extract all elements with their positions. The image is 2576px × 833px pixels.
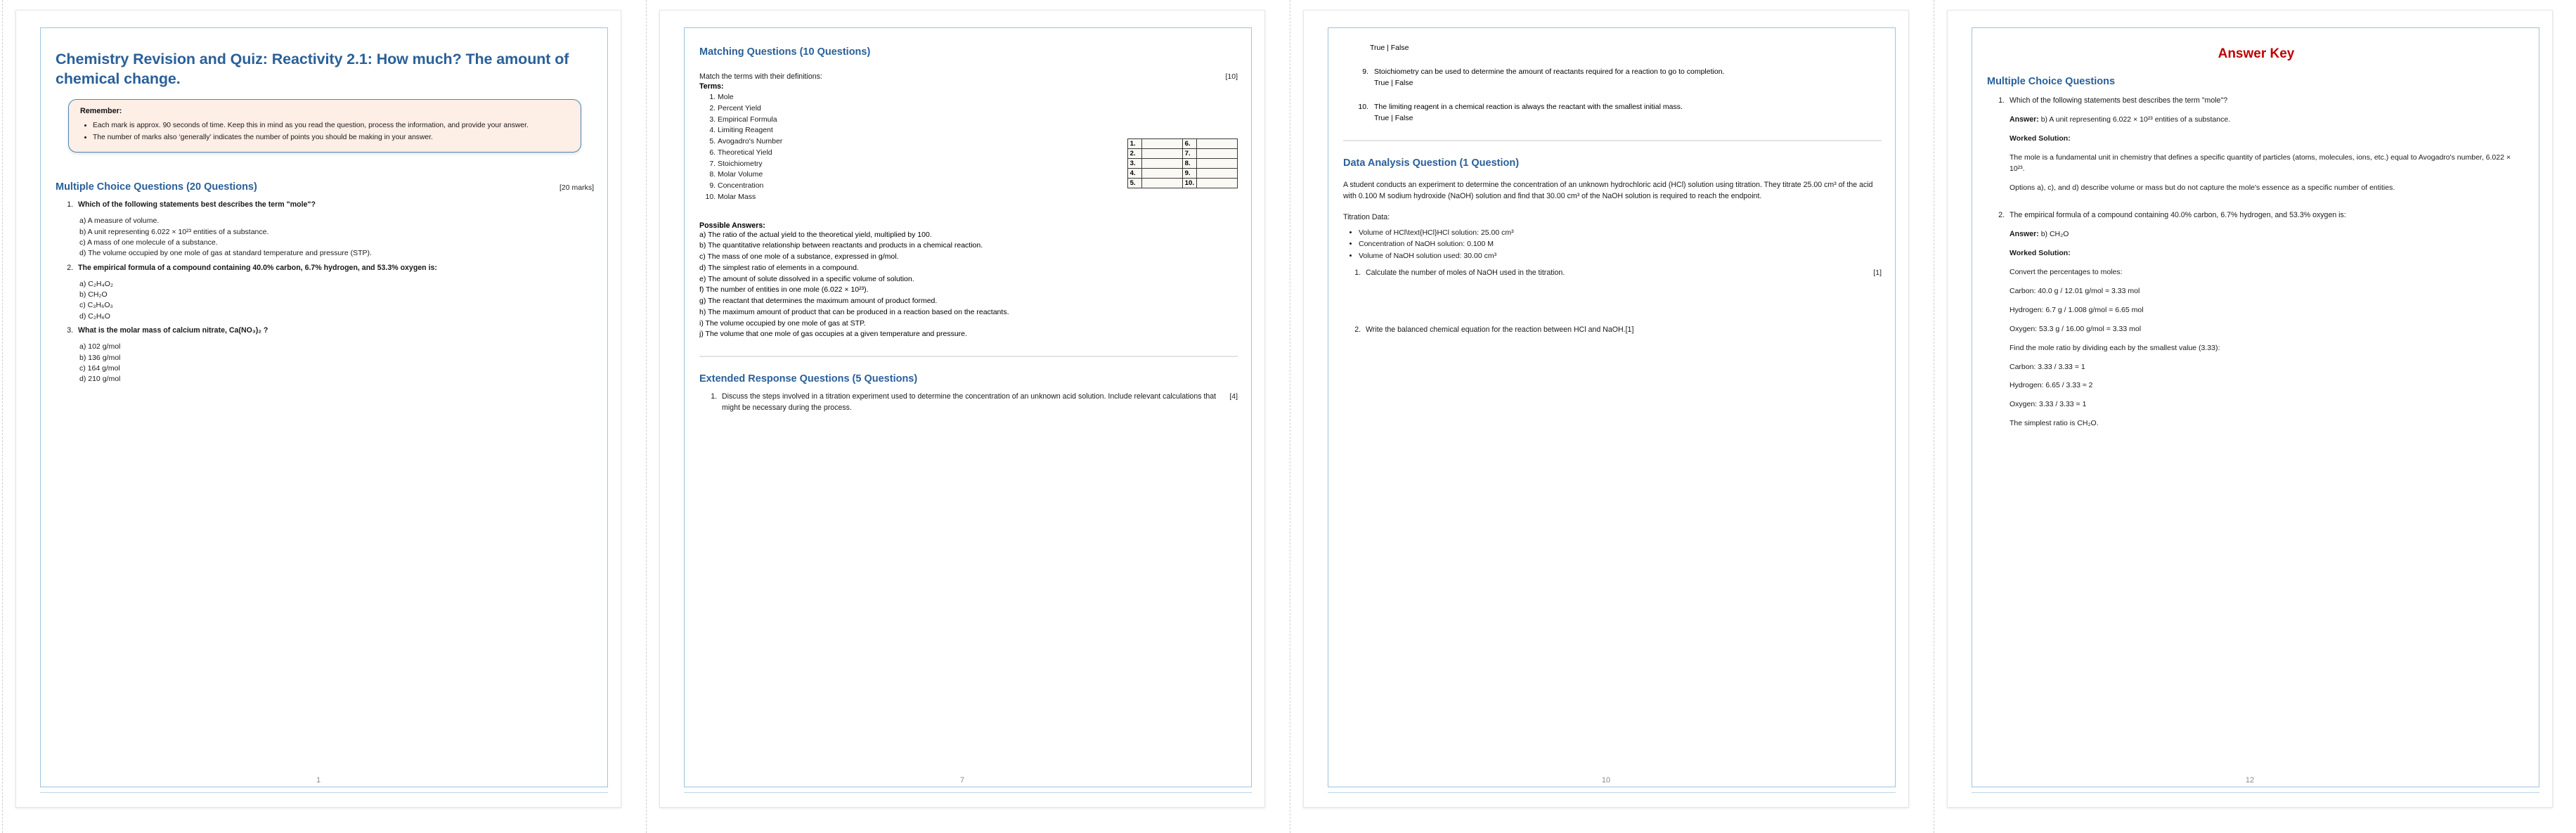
choice-option[interactable]: d) C₂H₆O <box>79 311 110 321</box>
extended-response-list <box>699 391 1238 413</box>
page-slot-3 <box>1288 0 1931 833</box>
answer-line <box>2009 228 2525 240</box>
grid-label: 5. <box>1127 178 1141 188</box>
question-text: 1. Discuss the steps involved in a titration experiment used to determine the concentration of an unknown acid solution. Include relevant calculations that might be necessary during the process. <box>722 392 1217 413</box>
grid-answer-cell[interactable] <box>1197 138 1238 148</box>
question-number: 10. <box>1358 102 1368 111</box>
choice-option[interactable]: d) The volume occupied by one mole of gas at standard temperature and pressure (STP). <box>79 249 372 258</box>
choice-group <box>79 279 594 322</box>
mcq-question-list <box>56 199 594 385</box>
grid-answer-cell[interactable] <box>1197 168 1238 178</box>
page-footer-rule <box>1328 792 1896 793</box>
callout-title: Remember: <box>80 106 122 115</box>
grid-label: 6. <box>1182 138 1196 148</box>
worked-solution-line: Find the mole ratio by dividing each by the smallest value (3.33): <box>2009 343 2220 352</box>
question-stem: What is the molar mass of calcium nitrate, Ca(NO₃)₂ ? <box>78 326 268 335</box>
answer-option: c) The mass of one mole of a substance, expressed in g/mol. <box>699 252 899 261</box>
choice-option[interactable]: d) 210 g/mol <box>79 375 121 384</box>
choice-option[interactable]: c) C₃H₆O₃ <box>79 301 113 310</box>
list-item <box>1363 267 1882 279</box>
answer-option: b) The quantitative relationship between reactants and products in a chemical reaction. <box>699 241 983 250</box>
worked-solution-line: The simplest ratio is CH₂O. <box>2009 419 2099 428</box>
grid-label: 1. <box>1127 138 1141 148</box>
list-item: 8. Molar Volume <box>718 169 1238 181</box>
choice-group <box>79 342 594 385</box>
answer-key-stem: 2. The empirical formula of a compound containing 40.0% carbon, 6.7% hydrogen, and 53.3% oxygen is: <box>2009 210 2346 219</box>
answer-option: f) The number of entities in one mole (6.022 × 10²³). <box>699 285 869 295</box>
question-text: 1. Calculate the number of moles of NaOH used in the titration. <box>1366 268 1565 277</box>
worked-solution-line: The mole is a fundamental unit in chemistry that defines a specific quantity of particles (atoms, molecules, ions, etc.) equal to Avogadro's number, 6.022 × 10²³. <box>2009 153 2511 173</box>
choice-option[interactable]: b) A unit representing 6.022 × 10²³ entities of a substance. <box>79 227 269 236</box>
matching-instruction: Match the terms with their definitions: <box>699 72 822 82</box>
worked-solution-line: Convert the percentages to moles: <box>2009 267 2123 276</box>
answer-option: e) The amount of solute dissolved in a specific volume of solution. <box>699 274 914 283</box>
choice-option[interactable]: b) CH₂O <box>79 290 108 299</box>
list-item <box>75 325 594 385</box>
data-analysis-intro: A student conducts an experiment to determine the concentration of an unknown hydrochloric acid (HCl) solution using titration. They titrate 25.00 cm³ of the acid with 0.100 M sodium hydroxide (NaOH) solution and find that 30.00 cm³ of the NaOH solution is required to reach the endpoint. <box>1343 180 1873 200</box>
mcq-marks: [20 marks] <box>559 183 594 193</box>
page-slot-4 <box>1931 0 2575 833</box>
true-false-option-orphan[interactable]: True | False <box>1370 44 1409 52</box>
page-break-guide <box>646 0 647 833</box>
data-question-row <box>1366 267 1882 279</box>
true-false-item <box>1350 67 1882 89</box>
answer-key-section-heading: Multiple Choice Questions <box>1987 75 2116 87</box>
page-number: 12 <box>2245 776 2255 784</box>
choice-option[interactable]: c) 164 g/mol <box>79 363 120 373</box>
choice-option[interactable]: b) 136 g/mol <box>79 353 121 362</box>
true-false-option[interactable]: True | False <box>1374 113 1413 122</box>
worked-solution-line: Hydrogen: 6.7 g / 1.008 g/mol = 6.65 mol <box>2009 305 2144 314</box>
grid-label: 3. <box>1127 158 1141 168</box>
matching-answer-grid[interactable] <box>1127 138 1238 188</box>
page-slot-2 <box>644 0 1288 833</box>
list-item: • The number of marks also ‘generally’ indicates the number of points you should be making in your answer. <box>93 132 569 143</box>
extended-question-row <box>722 391 1238 413</box>
section-divider <box>699 356 1238 357</box>
list-item: • Volume of HCl\text{HCl}HCl solution: 25.00 cm³ <box>1359 227 1882 238</box>
worked-solution-label: Worked Solution: <box>2009 248 2071 257</box>
list-item: 6. Theoretical Yield <box>718 148 1238 159</box>
data-question-row <box>1366 324 1882 335</box>
question-stem: Which of the following statements best describes the term "mole"? <box>78 200 316 209</box>
worked-solution-line: Carbon: 40.0 g / 12.01 g/mol = 3.33 mol <box>2009 286 2140 295</box>
page-3[interactable] <box>1303 10 1909 808</box>
worked-solution-line: Carbon: 3.33 / 3.33 = 1 <box>2009 362 2085 371</box>
grid-label: 8. <box>1182 158 1196 168</box>
page-4[interactable] <box>1947 10 2553 808</box>
choice-option[interactable]: a) A measure of volume. <box>79 217 160 226</box>
table-row <box>1127 148 1237 158</box>
grid-answer-cell[interactable] <box>1197 158 1238 168</box>
list-item: 1. Mole <box>718 92 1238 103</box>
possible-answers-label: Possible Answers: <box>699 221 765 230</box>
titration-data-label: Titration Data: <box>1343 213 1390 222</box>
list-item <box>719 391 1238 413</box>
question-text: The limiting reagent in a chemical reaction is always the reactant with the smallest initial mass. <box>1374 102 1683 111</box>
matching-instruction-row <box>699 71 1238 82</box>
grid-answer-cell[interactable] <box>1141 178 1182 188</box>
answer-line <box>2009 114 2525 126</box>
page-footer-rule <box>1972 792 2539 793</box>
grid-label: 9. <box>1182 168 1196 178</box>
table-row <box>1127 138 1237 148</box>
page-number: 10 <box>1601 776 1611 784</box>
answer-label: Answer: <box>2009 229 2039 238</box>
worked-solution-line: Options a), c), and d) describe volume or mass but do not capture the mole's essence as a specific number of entities. <box>2009 183 2395 192</box>
choice-option[interactable]: a) 102 g/mol <box>79 342 121 351</box>
matching-heading: Matching Questions (10 Questions) <box>699 46 871 58</box>
answer-option: h) The maximum amount of product that can be produced in a reaction based on the reactants. <box>699 307 1009 316</box>
list-item: 7. Stoichiometry <box>718 159 1238 170</box>
answer-key-list <box>1987 95 2525 430</box>
page-slot-1 <box>0 0 644 833</box>
worked-solution-line: Hydrogen: 6.65 / 3.33 ≈ 2 <box>2009 381 2093 390</box>
grid-label: 4. <box>1127 168 1141 178</box>
choice-option[interactable]: c) A mass of one molecule of a substance. <box>79 238 218 247</box>
answer-option: g) The reactant that determines the maximum amount of product formed. <box>699 297 938 306</box>
mcq-section-header <box>56 181 594 193</box>
grid-label: 7. <box>1182 148 1196 158</box>
table-row <box>1127 178 1237 188</box>
list-item <box>2007 209 2525 430</box>
worked-solution-line: Oxygen: 3.33 / 3.33 = 1 <box>2009 400 2087 409</box>
question-marks: [1] <box>1873 268 1882 277</box>
page-2[interactable] <box>659 10 1265 808</box>
grid-label: 10. <box>1182 178 1196 188</box>
page-footer-rule <box>40 792 608 793</box>
matching-marks: [10] <box>1225 72 1238 82</box>
worked-solution-label: Worked Solution: <box>2009 134 2071 143</box>
terms-label: Terms: <box>699 82 724 91</box>
list-item: 9. Concentration <box>718 181 1238 192</box>
page-2-body <box>699 36 1238 761</box>
list-item: 10. Molar Mass <box>718 192 1238 203</box>
question-stem: The empirical formula of a compound containing 40.0% carbon, 6.7% hydrogen, and 53.3% oxygen is: <box>78 263 437 272</box>
page-1[interactable] <box>15 10 621 808</box>
section-divider <box>1343 140 1882 141</box>
titration-data-list <box>1343 227 1882 261</box>
page-number: 7 <box>959 776 965 784</box>
list-item: 3. Empirical Formula <box>718 115 1238 126</box>
page-number: 1 <box>316 776 321 784</box>
data-analysis-heading: Data Analysis Question (1 Question) <box>1343 157 1520 169</box>
page-1-body <box>56 36 594 761</box>
choice-option[interactable]: a) C₂H₄O₂ <box>79 279 114 288</box>
answer-option: j) The volume that one mole of gas occupies at a given temperature and pressure. <box>699 330 967 339</box>
page-break-guide <box>2 0 3 833</box>
list-item: • Concentration of NaOH solution: 0.100 M <box>1359 238 1882 250</box>
grid-answer-cell[interactable] <box>1141 168 1182 178</box>
grid-answer-cell[interactable] <box>1141 138 1182 148</box>
worked-solution-line: Oxygen: 53.3 g / 16.00 g/mol = 3.33 mol <box>2009 324 2142 333</box>
answer-text: b) CH₂O <box>2040 229 2069 238</box>
choice-group <box>79 216 594 259</box>
list-item <box>1363 324 1882 335</box>
list-item <box>75 199 594 259</box>
grid-label: 2. <box>1127 148 1141 158</box>
answer-option: d) The simplest ratio of elements in a compound. <box>699 263 859 272</box>
page-4-body <box>1987 36 2525 761</box>
list-item: • Volume of NaOH solution used: 30.00 cm³ <box>1359 250 1882 261</box>
answer-key-title: Answer Key <box>2218 46 2295 61</box>
grid-answer-cell[interactable] <box>1197 178 1238 188</box>
grid-answer-cell[interactable] <box>1141 148 1182 158</box>
answer-text: b) A unit representing 6.022 × 10²³ entities of a substance. <box>2040 115 2231 124</box>
answer-label: Answer: <box>2009 115 2039 124</box>
answer-key-stem: 1. Which of the following statements best describes the term "mole"? <box>2009 96 2228 105</box>
question-number: 9. <box>1362 67 1368 76</box>
list-item <box>2007 95 2525 194</box>
list-item: 4. Limiting Reagent <box>718 125 1238 136</box>
answer-option: a) The ratio of the actual yield to the theoretical yield, multiplied by 100. <box>699 230 932 239</box>
callout-bullet-list <box>80 120 569 143</box>
table-row <box>1127 158 1237 168</box>
answer-option: i) The volume occupied by one mole of gas at STP. <box>699 318 866 328</box>
extended-response-heading: Extended Response Questions (5 Questions) <box>699 373 918 385</box>
page-title: Chemistry Revision and Quiz: Reactivity 2.1: How much? The amount of chemical change. <box>56 51 569 87</box>
question-marks: [4] <box>1229 392 1238 401</box>
remember-callout <box>68 99 581 153</box>
table-row <box>1127 168 1237 178</box>
data-analysis-question-list <box>1343 267 1882 335</box>
grid-answer-cell[interactable] <box>1141 158 1182 168</box>
question-text: 2. Write the balanced chemical equation for the reaction between HCl and NaOH.[1] <box>1366 325 1634 334</box>
list-item: 2. Percent Yield <box>718 103 1238 115</box>
page-footer-rule <box>684 792 1252 793</box>
possible-answers-list <box>699 230 1238 341</box>
true-false-option[interactable]: True | False <box>1374 78 1413 87</box>
grid-answer-cell[interactable] <box>1197 148 1238 158</box>
list-item: • Each mark is approx. 90 seconds of time. Keep this in mind as you read the question, process the information, and provide your answer. <box>93 120 569 131</box>
page-3-body <box>1343 36 1882 761</box>
question-text: Stoichiometry can be used to determine the amount of reactants required for a reaction to go to completion. <box>1374 67 1725 76</box>
true-false-item <box>1350 102 1882 124</box>
list-item: 5. Avogadro's Number <box>718 136 1238 148</box>
mcq-heading: Multiple Choice Questions (20 Questions) <box>56 181 257 193</box>
list-item <box>75 262 594 322</box>
